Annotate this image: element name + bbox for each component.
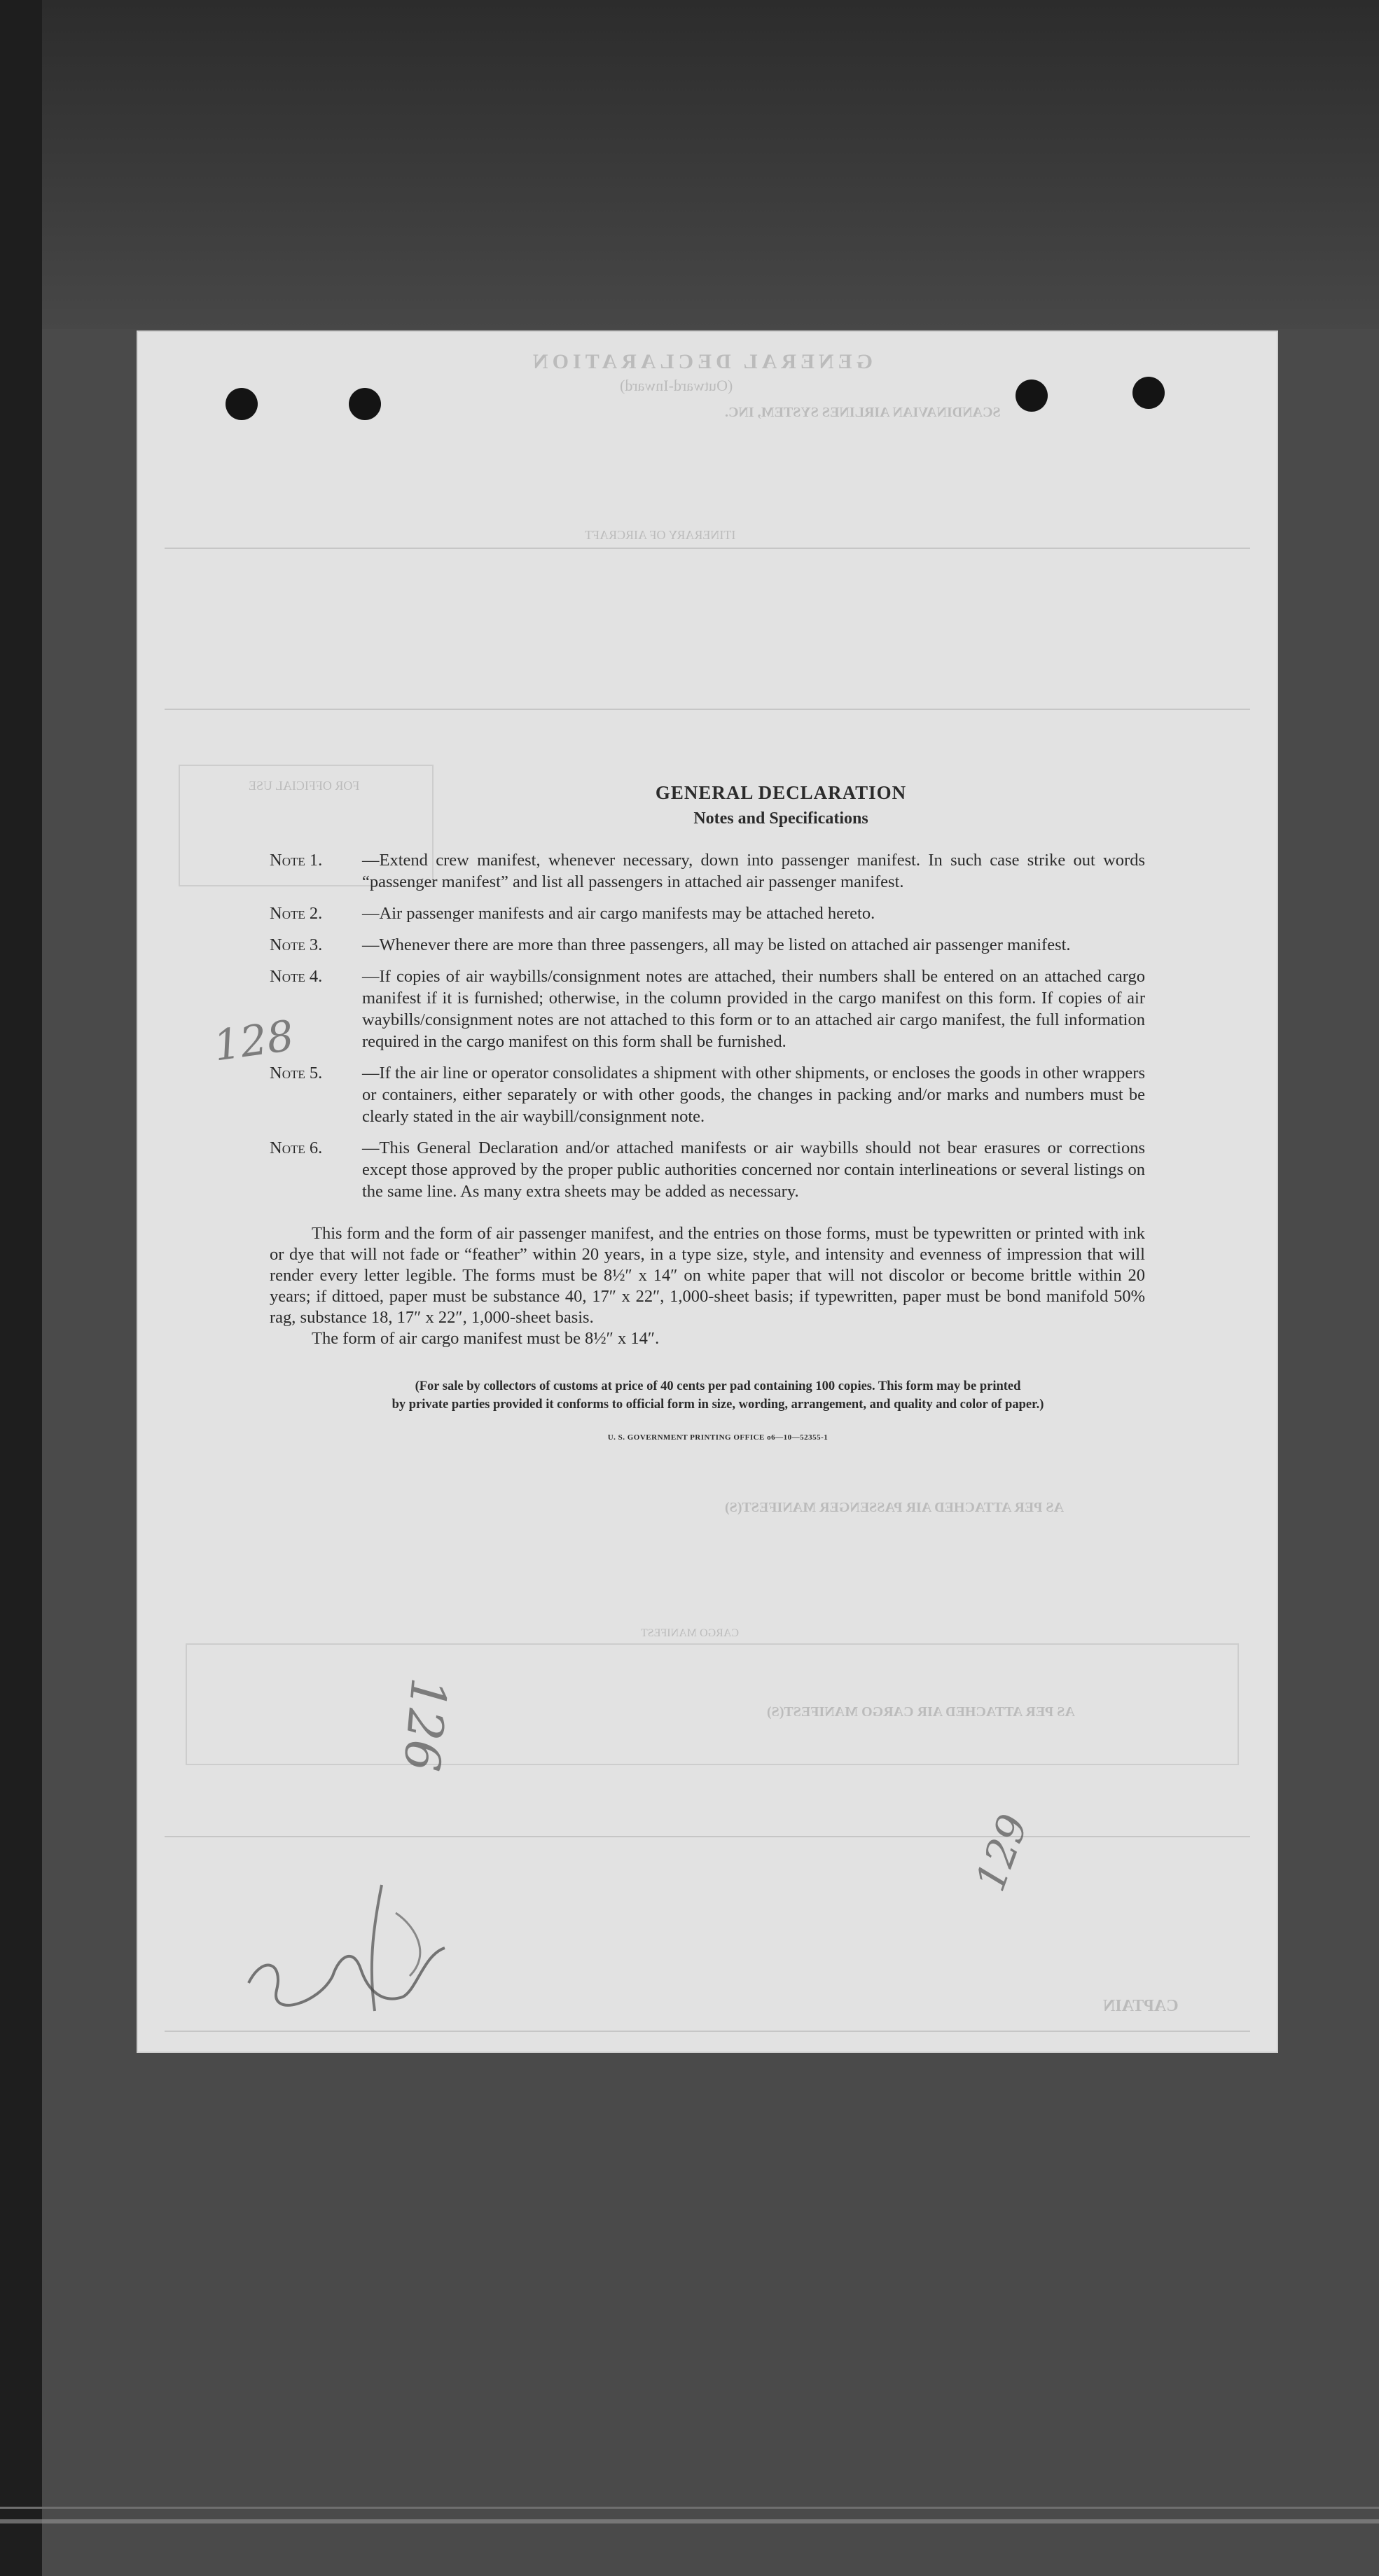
handwritten-margin-mark: 128 xyxy=(210,1011,297,1071)
handwritten-mid-mark: 126 xyxy=(392,1675,458,1774)
handwritten-signature xyxy=(235,1871,487,2032)
page-subtitle: Notes and Specifications xyxy=(693,809,868,828)
note-item xyxy=(270,1062,1292,1127)
bleed-through-captain: CAPTAIN xyxy=(1103,1997,1179,2015)
scan-artifact-line xyxy=(0,2519,1379,2523)
note-label: Note 5. xyxy=(270,1064,323,1082)
cargo-size-note: The form of air cargo manifest must be 8½″ x 14″. xyxy=(312,1329,660,1348)
note-label: Note 4. xyxy=(270,967,323,986)
bleed-through-rule xyxy=(165,1836,1250,1837)
sale-notice-line: by private parties provided it conforms to official form in size, wording, arrangement, and quality and color of paper.) xyxy=(391,1398,1044,1412)
bleed-through-title: GENERAL DECLARATION xyxy=(529,350,873,373)
punch-hole xyxy=(1132,377,1165,409)
specification-paragraph xyxy=(270,1223,1145,1328)
bleed-through-subtitle: (Outward-Inward) xyxy=(620,377,733,394)
sale-notice-line: (For sale by collectors of customs at price of 40 cents per pad containing 100 copies. This form may be printed xyxy=(415,1379,1021,1393)
document-page xyxy=(137,330,1278,2053)
punch-hole xyxy=(1016,380,1048,412)
note-item xyxy=(270,934,1292,956)
note-label: Note 2. xyxy=(270,904,323,923)
note-label: Note 6. xyxy=(270,1139,323,1157)
note-text: —Whenever there are more than three passengers, all may be listed on attached air passenger manifest. xyxy=(362,935,1071,954)
bleed-through-rule xyxy=(165,548,1250,549)
note-text: —Air passenger manifests and air cargo manifests may be attached hereto. xyxy=(362,904,875,923)
punch-hole xyxy=(226,388,258,420)
printing-office-imprint: U. S. GOVERNMENT PRINTING OFFICE o6—10—52355-1 xyxy=(607,1433,829,1442)
specification-text: This form and the form of air passenger manifest, and the entries on those forms, must be typewritten or printed with ink or dye that will not fade or “feather” within 20 years, in a type size, style, and intensity and evenness of impression that will render every letter legible. The forms must be 8½″ x 14″ on white paper that will not discolor or become brittle within 20 years; if dittoed, paper must be substance 40, 17″ x 22″, 1,000-sheet basis; if typewritten, paper must be bond manifold 50% rag, substance 18, 17″ x 22″, 1,000-sheet basis. xyxy=(270,1224,1145,1327)
note-item xyxy=(270,849,1292,893)
scan-artifact-line xyxy=(0,2507,1379,2509)
note-text: —If the air line or operator consolidates a shipment with other shipments, or encloses the goods in other wrappers or containers, either separately or with other goods, the changes in packing and/or marks and numbers must be clearly stated in the air waybill/consignment note. xyxy=(362,1064,1145,1126)
note-text: —If copies of air waybills/consignment notes are attached, their numbers shall be entered on an attached cargo manifest if it is furnished; otherwise, in the column provided in the cargo manifest on this form. If copies of air waybills/consignment notes are not attached to this form or to an attached air cargo manifest, the full information required in the cargo manifest on this form shall be furnished. xyxy=(362,967,1145,1051)
punch-hole xyxy=(349,388,381,420)
note-item xyxy=(270,966,1292,1052)
bleed-through-cargo-table xyxy=(186,1643,1239,1765)
bleed-through-cargo: AS PER ATTACHED AIR CARGO MANIFEST(S) xyxy=(767,1704,1075,1720)
sale-notice xyxy=(228,1377,1208,1414)
page-title: GENERAL DECLARATION xyxy=(655,782,907,803)
note-text: —This General Declaration and/or attached manifests or air waybills should not bear erasures or corrections except those approved by the proper public authorities concerned nor contain interlineations or several listings on the same line. As many extra sheets may be added as necessary. xyxy=(362,1139,1145,1201)
note-item xyxy=(270,1137,1292,1202)
handwritten-lower-mark: 129 xyxy=(966,1808,1038,1898)
bleed-through-cargo-manifest-heading: CARGO MANIFEST xyxy=(641,1627,740,1639)
declaration-content xyxy=(270,782,1292,1442)
bleed-through-airline: SCANDINAVIAN AIRLINES SYSTEM, INC. xyxy=(725,405,1001,420)
note-item xyxy=(270,903,1292,924)
note-label: Note 3. xyxy=(270,935,323,954)
bleed-through-passenger: AS PER ATTACHED AIR PASSENGER MANIFEST(S) xyxy=(725,1500,1064,1515)
note-label: Note 1. xyxy=(270,851,323,870)
scan-edge-left xyxy=(0,0,42,2576)
bleed-through-itinerary: ITINERARY OF AIRCRAFT xyxy=(585,528,736,542)
bleed-through-rule xyxy=(165,709,1250,710)
bleed-through-official-use: FOR OFFICIAL USE xyxy=(249,779,360,793)
scan-background-top xyxy=(0,0,1379,329)
note-text: —Extend crew manifest, whenever necessary, down into passenger manifest. In such case strike out words “passenger manifest” and list all passengers in attached air passenger manifest. xyxy=(362,851,1145,891)
